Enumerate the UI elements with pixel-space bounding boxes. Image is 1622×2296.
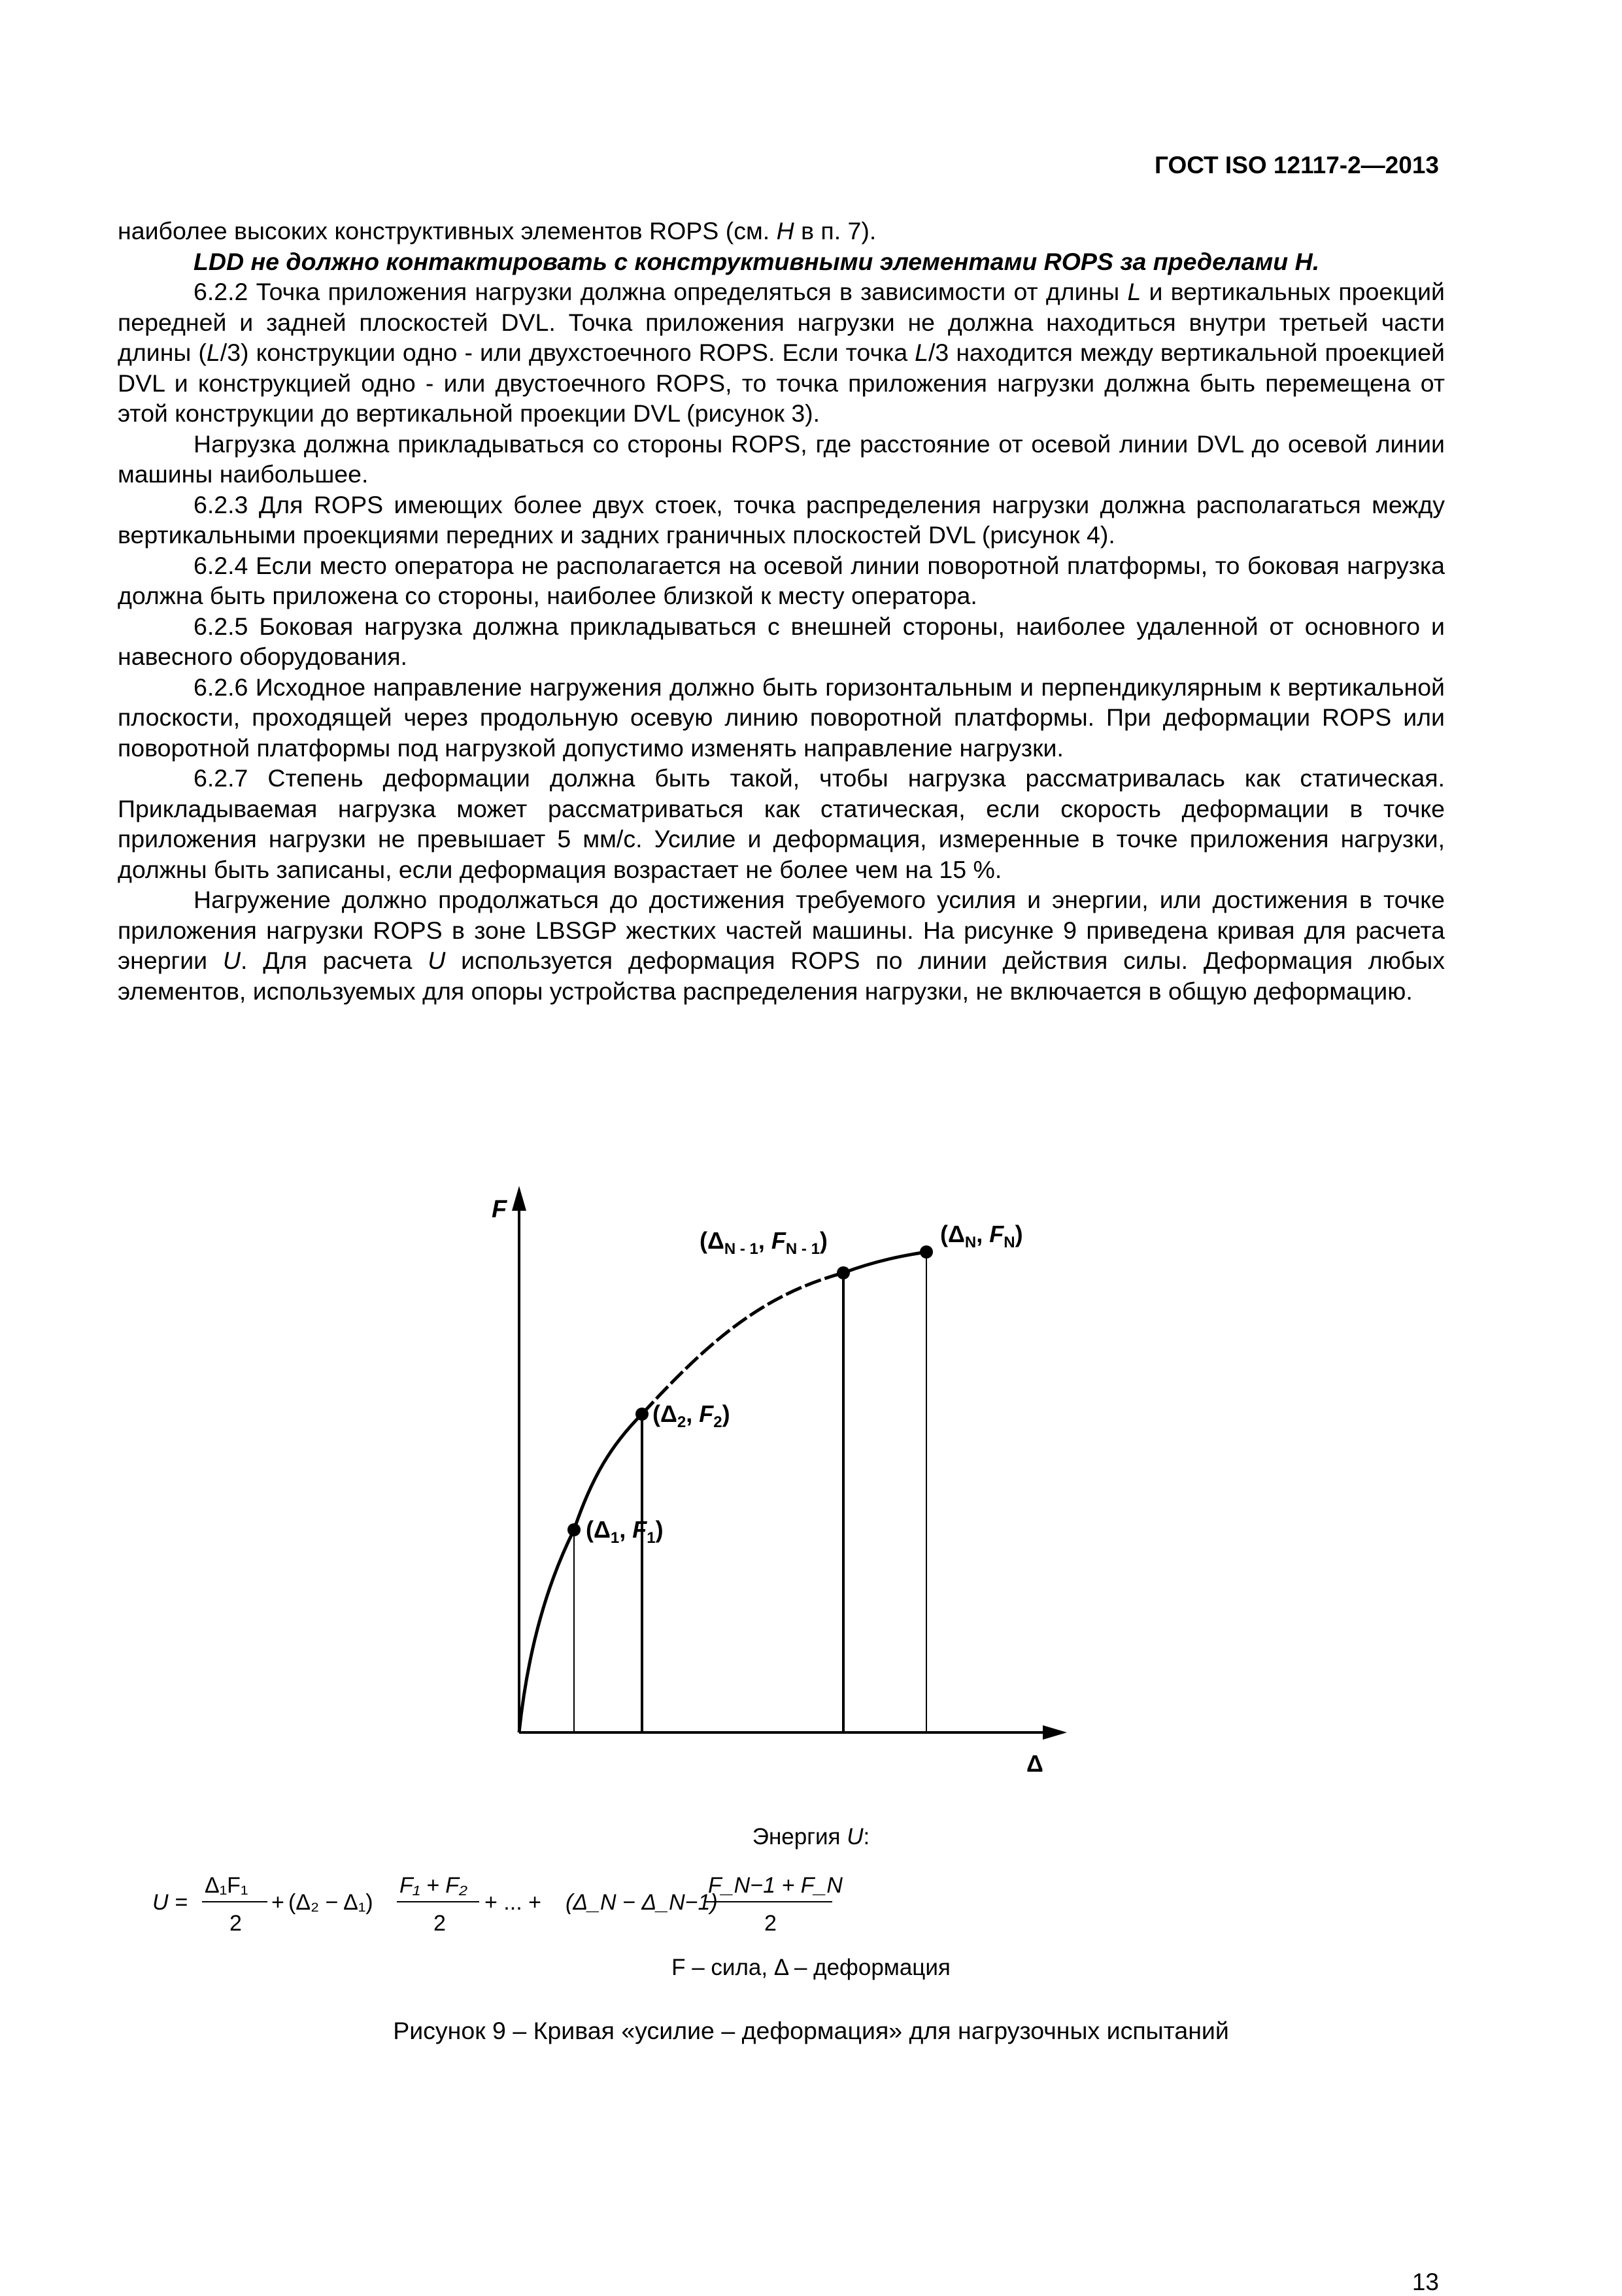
data-point-n-1 (837, 1266, 850, 1279)
text-run: L (1127, 278, 1141, 305)
text-run: H (776, 217, 794, 245)
paragraph (118, 216, 1445, 246)
document-header-standard: ГОСТ ISO 12117-2—2013 (1154, 152, 1439, 178)
paragraph-6-2-6: 6.2.6 Исходное направление нагружения должно быть горизонтальным и перпендикулярным к вертикальной плоскости, проходящей через продольную осевую линию поворотной платформы. При деформации ROPS или поворотной платформы под нагрузкой допустимо изменять направление нагрузки. (118, 673, 1445, 762)
curve-segment (843, 1252, 926, 1273)
curve-segment (519, 1530, 574, 1732)
text-run: L (915, 339, 928, 366)
text-run: используется деформация ROPS по линии действия силы. Деформация любых элементов, используемых для опоры устройства распределения нагрузки, не включается в общую деформацию. (118, 947, 1445, 1005)
formula-lhs: U = (152, 1890, 188, 1915)
data-point-n (920, 1245, 933, 1258)
formula-term2-paren: (Δ₂ − Δ₁) (288, 1890, 373, 1915)
formula-term2-denominator: 2 (433, 1911, 446, 1936)
data-point-2 (635, 1408, 649, 1421)
paragraph (118, 885, 1445, 1006)
figure-caption: Рисунок 9 – Кривая «усилие – деформация» для нагрузочных испытаний (393, 2017, 1229, 2044)
x-axis-arrow (1043, 1725, 1067, 1740)
point-label-1: ($\Delta_1$, $F_1$) (586, 1516, 664, 1547)
point-label-n: ($\Delta_N$, $F_N$) (940, 1221, 1023, 1251)
paragraph-6-2-7: 6.2.7 Степень деформации должна быть такой, чтобы нагрузка рассматривалась как статическая. Прикладываемая нагрузка может рассматриваться как статическая, если скорость деформации в точке приложения нагрузки не превышает 5 мм/с. Усилие и деформация, измеренные в точке приложения нагрузки, должны быть записаны, если деформация возрастает не более чем на 15 %. (118, 764, 1445, 883)
text-run: U (222, 947, 241, 974)
text-run: в п. 7). (794, 217, 877, 245)
paragraph-bold-note: LDD не должно контактировать с конструктивными элементами ROPS за пределами H. (194, 247, 1320, 275)
text-run: 6.2.2 Точка приложения нагрузки должна определяться в зависимости от длины (194, 278, 1128, 305)
formula-termn-denominator: 2 (764, 1911, 777, 1936)
paragraph-6-2-4: 6.2.4 Если место оператора не располагается на осевой линии поворотной платформы, то боковая нагрузка должна быть приложена со стороны, наиболее близкой к месту оператора. (118, 551, 1445, 609)
formula-term1-denominator: 2 (229, 1911, 242, 1936)
text-run: L (206, 339, 220, 366)
curve-segment-dashed (642, 1273, 843, 1414)
text-run: наиболее высоких конструктивных элементов ROPS (см. (118, 217, 777, 245)
point-label-2: ($\Delta_2$, $F_2$) (652, 1400, 730, 1431)
x-axis-label: Δ (1026, 1750, 1043, 1777)
data-point-1 (567, 1523, 581, 1536)
formula-ellipsis: + ... + (484, 1890, 541, 1915)
text-run: U (847, 1824, 864, 1849)
formula-termn-numerator: F_N−1 + F_N (708, 1873, 843, 1898)
formula-termn-paren: (Δ_N − Δ_N−1) (566, 1890, 718, 1915)
text-run: /3 находится между вертикальной проекцией DVL и конструкцией одно - или двустоечного ROPS, то точка приложения нагрузки должна быть перемещена от этой конструкции до вертикальной проекции DVL (рисунок 3). (118, 339, 1445, 427)
formula-term2-numerator: F₁ + F₂ (399, 1873, 467, 1898)
formula-term1-numerator: Δ₁F₁ (205, 1873, 248, 1898)
formula-plus: + (271, 1890, 284, 1915)
text-run: Энергия (752, 1824, 847, 1849)
force-deformation-figure (458, 1183, 1085, 1791)
text-run: U (428, 947, 446, 974)
energy-formula (152, 1866, 845, 1938)
paragraph: Нагрузка должна прикладываться со стороны ROPS, где расстояние от осевой линии DVL до осевой линии машины наибольшее. (118, 430, 1445, 488)
text-run: /3) конструкции одно - или двухстоечного ROPS. Если точка (220, 339, 915, 366)
text-run: . Для расчета (241, 947, 428, 974)
paragraph-6-2-5: 6.2.5 Боковая нагрузка должна прикладываться с внешней стороны, наиболее удаленной от основного и навесного оборудования. (118, 612, 1445, 670)
y-axis-label: F (492, 1196, 507, 1223)
paragraph-6-2-2 (118, 277, 1445, 429)
energy-label (0, 1824, 1622, 1850)
figure-legend: F – сила, Δ – деформация (671, 1955, 951, 1980)
text-run: и вертикальных проекций передней и задней плоскостей DVL. Точка приложения нагрузки не должна находиться внутри третьей части длины ( (118, 278, 1445, 366)
curve-segment (574, 1414, 642, 1530)
body-text (118, 216, 1445, 1006)
page-number: 13 (1411, 2269, 1439, 2295)
text-run: : (863, 1824, 870, 1849)
text-run: Нагружение должно продолжаться до достижения требуемого усилия и энергии, или достижения в точке приложения нагрузки ROPS в зоне LBSGP жестких частей машины. На рисунке 9 приведена кривая для расчета энергии (118, 886, 1445, 974)
paragraph-6-2-3: 6.2.3 Для ROPS имеющих более двух стоек, точка распределения нагрузки должна располагаться между вертикальными проекциями передних и задних граничных плоскостей DVL (рисунок 4). (118, 490, 1445, 549)
y-axis-arrow (512, 1186, 526, 1211)
point-label-n-1: ($\Delta_{N - 1}$, $F_{N - 1}$) (700, 1227, 828, 1258)
